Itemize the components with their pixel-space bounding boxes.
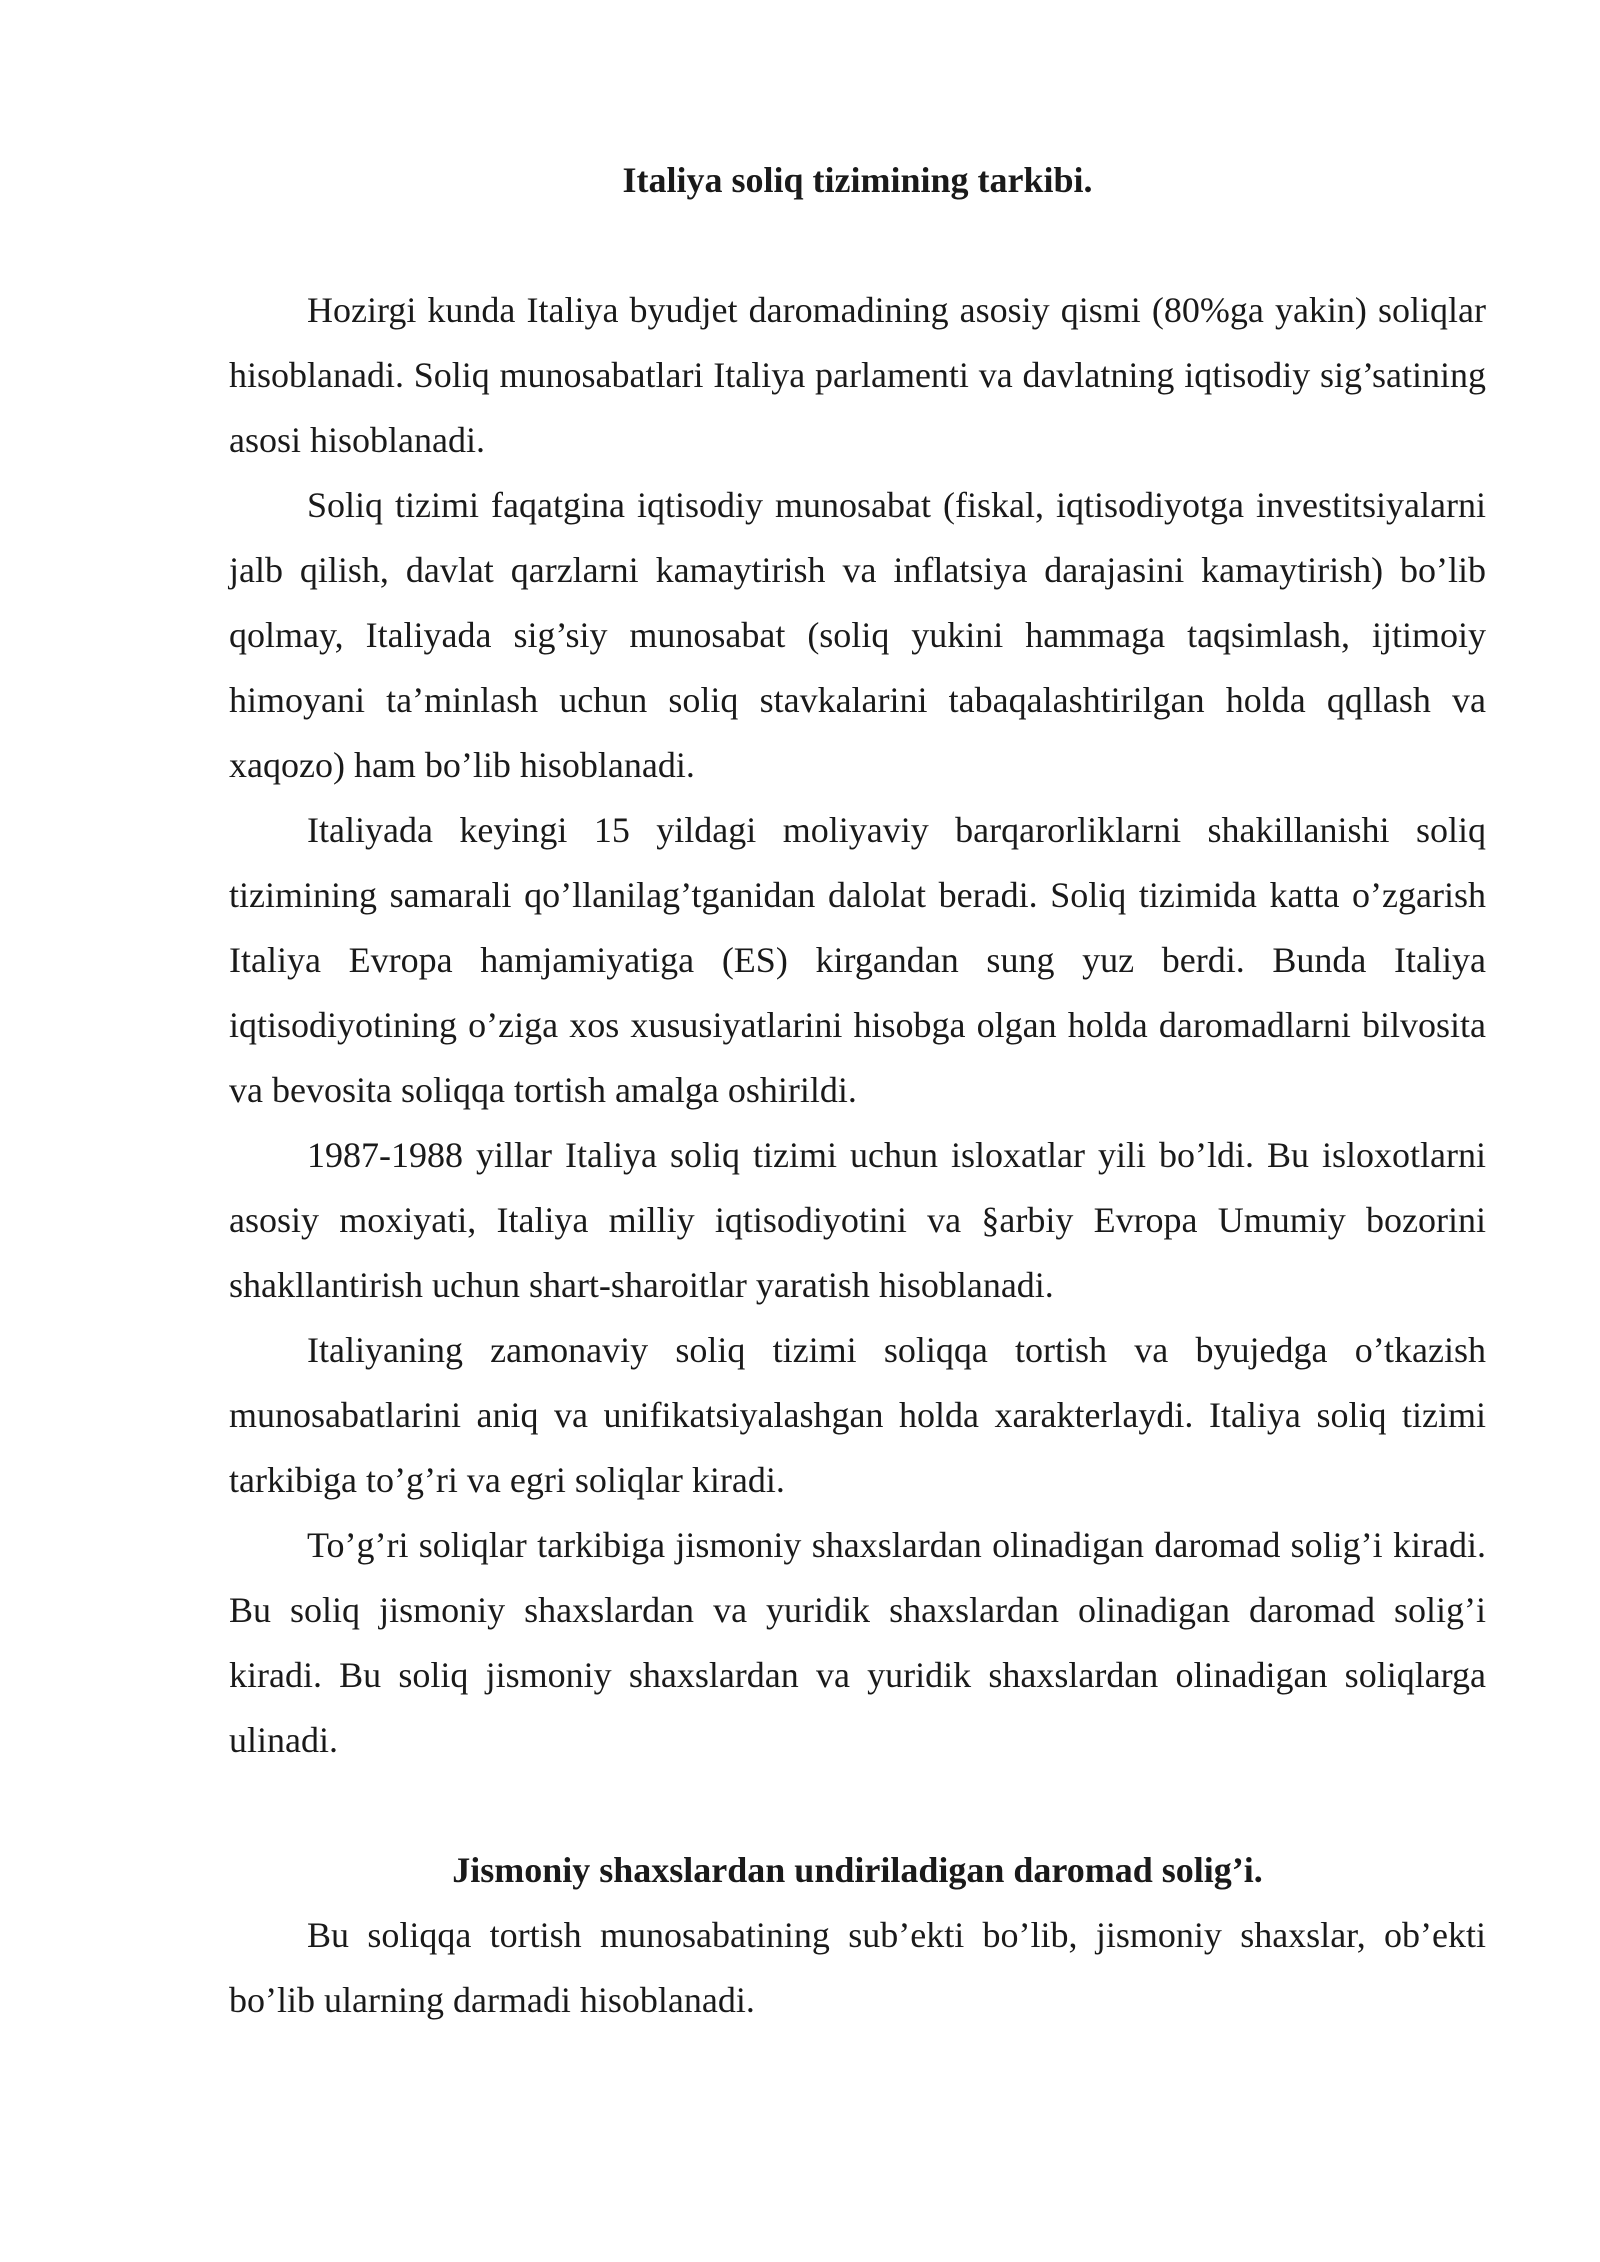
- section-heading: Jismoniy shaxslardan undiriladigan daromad solig’i.: [452, 1850, 1263, 1890]
- paragraph: Hozirgi kunda Italiya byudjet daromadining asosiy qismi (80%ga yakin) soliqlar hisoblanadi. Soliq munosabatlari Italiya parlamenti va davlatning iqtisodiy sig’satining asosi hisoblanadi.: [229, 290, 1486, 460]
- paragraph: 1987-1988 yillar Italiya soliq tizimi uchun isloxatlar yili bo’ldi. Bu isloxotlarni asosiy moxiyati, Italiya milliy iqtisodiyotini va §arbiy Evropa Umumiy bozorini shakllantirish uchun shart-sharoitlar yaratish hisoblanadi.: [229, 1135, 1486, 1305]
- paragraph: Soliq tizimi faqatgina iqtisodiy munosabat (fiskal, iqtisodiyotga investitsiyalarni jalb qilish, davlat qarzlarni kamaytirish va inflatsiya darajasini kamaytirish) bo’lib qolmay, Italiyada sig’siy munosabat (soliq yukini hammaga taqsimlash, ijtimoiy himoyani ta’minlash uchun soliq stavkalarini tabaqalashtirilgan holda qqllash va xaqozo) ham bo’lib hisoblanadi.: [229, 485, 1486, 785]
- paragraph: Italiyada keyingi 15 yildagi moliyaviy barqarorliklarni shakillanishi soliq tizimining samarali qo’llanilag’tganidan dalolat beradi. Soliq tizimida katta o’zgarish Italiya Evropa hamjamiyatiga (ES) kirgandan sung yuz berdi. Bunda Italiya iqtisodiyotining o’ziga xos xususiyatlarini hisobga olgan holda daromadlarni bilvosita va bevosita soliqqa tortish amalga oshirildi.: [229, 810, 1486, 1110]
- document-title: Italiya soliq tizimining tarkibi.: [622, 160, 1093, 200]
- paragraph: Italiyaning zamonaviy soliq tizimi soliqqa tortish va byujedga o’tkazish munosabatlarini aniq va unifikatsiyalashgan holda xarakterlaydi. Italiya soliq tizimi tarkibiga to’g’ri va egri soliqlar kiradi.: [229, 1330, 1486, 1500]
- document-body: [229, 148, 1486, 2033]
- paragraph: To’g’ri soliqlar tarkibiga jismoniy shaxslardan olinadigan daromad solig’i kiradi. Bu soliq jismoniy shaxslardan va yuridik shaxslardan olinadigan daromad solig’i kiradi. Bu soliq jismoniy shaxslardan va yuridik shaxslardan olinadigan soliqlarga ulinadi.: [229, 1525, 1486, 1760]
- paragraph: Bu soliqqa tortish munosabatining sub’ekti bo’lib, jismoniy shaxslar, ob’ekti bo’lib ularning darmadi hisoblanadi.: [229, 1915, 1486, 2020]
